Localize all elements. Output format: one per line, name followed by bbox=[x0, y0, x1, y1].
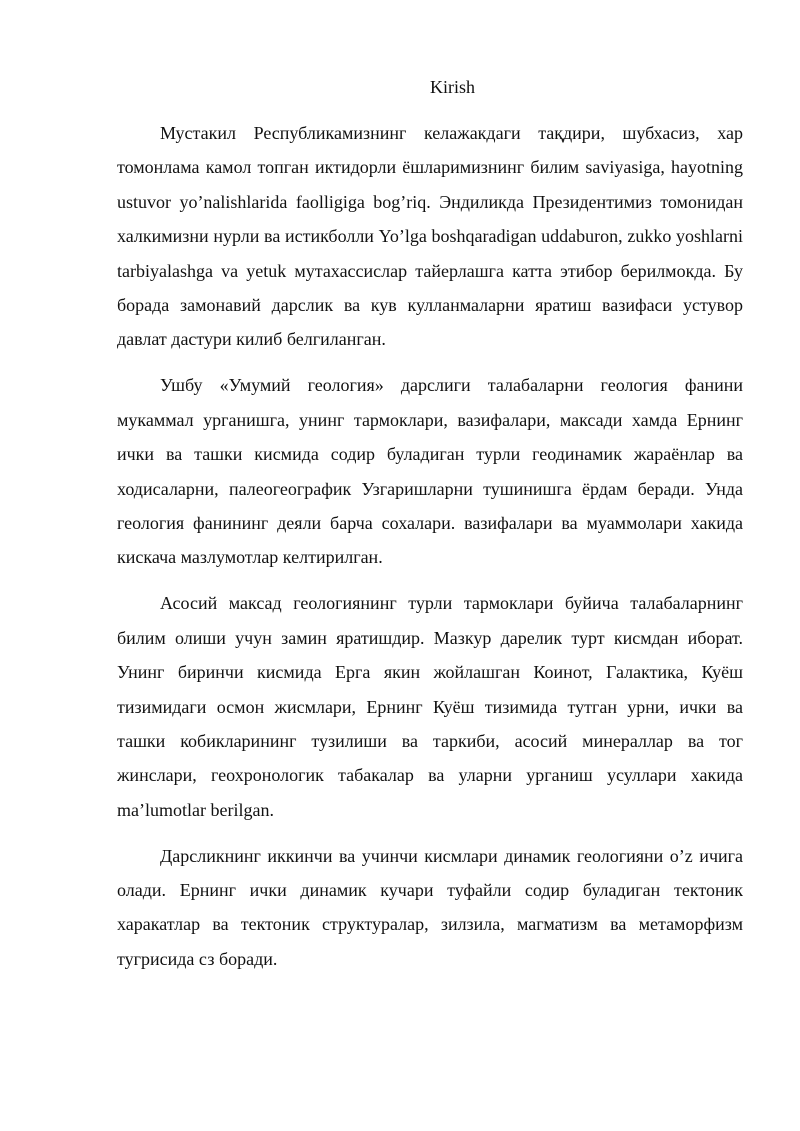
document-body bbox=[117, 116, 743, 988]
paragraph-4: Дарсликнинг иккинчи ва учинчи кисмлари динамик геологияни o’z ичига олади. Ернинг ички динамик кучари туфайли содир буладиган тектоник харакатлар ва тектоник структуралар, зилзила, магматизм ва метаморфизм тугрисида сз боради. bbox=[117, 845, 743, 969]
paragraph-1: Мустакил Республикамизнинг келажакдаги тақдири, шубхасиз, хар томонлама камол топган иктидорли ёшларимизнинг билим saviyasiga, hayotning ustuvor yo’nalishlarida faolligiga bog’riq. Эндиликда Президентимиз томонидан халкимизни нурли ва истикболли Yo’lga boshqaradigan uddaburon, zukko yoshlarni tarbiyalashga va yetuk мутахассислар тайерлашга катта этибор берилмокда. Бу борада замонавий дарслик ва кув кулланмаларни яратиш вазифаси устувор давлат дастури килиб белгиланган. bbox=[117, 123, 743, 350]
paragraph-3: Асосий максад геологиянинг турли тармоклари буйича талабаларнинг билим олиши учун замин яратишдир. Мазкур дарелик турт кисмдан иборат. Унинг биринчи кисмида Ерга якин жойлашган Коинот, Галактика, Куёш тизимидаги осмон жисмлари, Ернинг Куёш тизимида тутган урни, ички ва ташки кобикларининг тузилиши ва таркиби, асосий минераллар ва тог жинслари, геохронологик табакалар ва уларни урганиш усуллари хакида ma’lumotlar berilgan. bbox=[117, 593, 743, 820]
paragraph-2: Ушбу «Умумий геология» дарслиги талабаларни геология фанини мукаммал урганишга, унинг тармоклари, вазифалари, максади хамда Ернинг ички ва ташки кисмида содир буладиган турли геодинамик жараёнлар ва ходисаларни, палеогеографик Узгаришларни тушинишга ёрдам беради. Унда геология фанининг деяли барча сохалари. вазифалари ва муаммолари хакида кискача мазлумотлар келтирилган. bbox=[117, 375, 743, 568]
page-title: Kirish bbox=[430, 77, 475, 97]
